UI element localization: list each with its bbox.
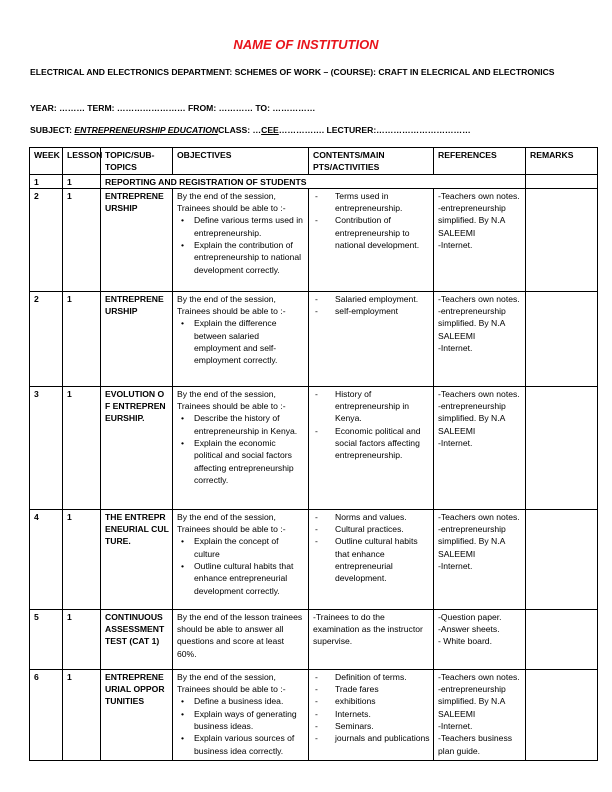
week-cell: 3 xyxy=(30,386,63,509)
references-cell xyxy=(434,609,526,669)
col-topic: TOPIC/SUB-TOPICS xyxy=(101,148,173,175)
week-cell: 4 xyxy=(30,509,63,609)
content-item: - Salaried employment. xyxy=(313,293,430,305)
subject-line xyxy=(30,123,590,137)
reporting-text: REPORTING AND REGISTRATION OF STUDENTS xyxy=(101,174,526,188)
table-row xyxy=(30,509,598,609)
meta-line: YEAR: ……… TERM: …………………… FROM: ………… TO: …………… xyxy=(30,103,316,113)
contents-cell xyxy=(309,669,434,760)
remarks-cell xyxy=(526,386,598,509)
remarks-cell xyxy=(526,174,598,188)
remarks-cell xyxy=(526,509,598,609)
class-value: CEE xyxy=(261,125,279,135)
content-item: - Seminars. xyxy=(313,720,430,732)
objective-item: • Explain the contribution of entrepreneurship to national development correctly. xyxy=(177,239,305,276)
contents-list xyxy=(313,511,430,585)
objectives-intro: By the end of the session, Trainees should be able to :- xyxy=(177,190,286,214)
scheme-table xyxy=(29,147,598,761)
contents-cell xyxy=(309,386,434,509)
objectives-cell xyxy=(173,386,309,509)
week-cell: 6 xyxy=(30,669,63,760)
objective-item: • Explain the economic political and social factors affecting entrepreneurship correctly. xyxy=(177,437,305,486)
reference-item: -entrepreneurship simplified. By N.A SALEEMI xyxy=(438,306,506,341)
table-row xyxy=(30,609,598,669)
topic-cell: EVOLUTION OF ENTREPRENEURSHIP. xyxy=(101,386,173,509)
contents-list xyxy=(313,671,430,745)
objectives-cell xyxy=(173,609,309,669)
objectives-intro: By the end of the session, Trainees should be able to :- xyxy=(177,511,286,535)
objective-item: • Explain the difference between salaried employment and self-employment correctly. xyxy=(177,317,305,366)
objective-item: • Define a business idea. xyxy=(177,695,305,707)
reference-item: -Question paper. xyxy=(438,611,502,622)
reference-item: - White board. xyxy=(438,636,492,647)
objectives-cell xyxy=(173,188,309,291)
objectives-intro: By the end of the session, Trainees should be able to :- xyxy=(177,671,286,695)
content-item: - Norms and values. xyxy=(313,511,430,523)
content-item: - Terms used in entrepreneurship. xyxy=(313,190,430,215)
reference-item: -entrepreneurship simplified. By N.A SALEEMI xyxy=(438,684,506,719)
objectives-intro: By the end of the session, Trainees should be able to :- xyxy=(177,293,286,317)
reference-item: -Teachers business plan guide. xyxy=(438,733,513,756)
contents-list xyxy=(313,190,430,251)
reference-item: -entrepreneurship simplified. By N.A SALEEMI xyxy=(438,401,506,436)
reference-item: -Internet. xyxy=(438,438,473,449)
objectives-cell xyxy=(173,291,309,386)
content-item: - Outline cultural habits that enhance entrepreneurial development. xyxy=(313,535,430,584)
remarks-cell xyxy=(526,291,598,386)
topic-cell: ENTREPRENEURSHIP xyxy=(101,188,173,291)
reference-item: -Answer sheets. xyxy=(438,624,500,635)
content-item: - journals and publications xyxy=(313,732,430,744)
table-row xyxy=(30,386,598,509)
content-item: - Cultural practices. xyxy=(313,523,430,535)
lesson-cell: 1 xyxy=(63,386,101,509)
content-item: - exhibitions xyxy=(313,695,430,707)
references-cell xyxy=(434,386,526,509)
table-row xyxy=(30,291,598,386)
lecturer-label: ……………. LECTURER:…………………………… xyxy=(278,125,471,135)
objectives-cell xyxy=(173,509,309,609)
references-cell xyxy=(434,669,526,760)
references-cell xyxy=(434,291,526,386)
objectives-list xyxy=(177,214,305,275)
reference-item: -Internet. xyxy=(438,240,473,251)
lesson-cell: 1 xyxy=(63,188,101,291)
col-remarks: REMARKS xyxy=(526,148,598,175)
content-item: - self-employment xyxy=(313,305,430,317)
objectives-list xyxy=(177,695,305,756)
table-row xyxy=(30,188,598,291)
class-label: CLASS: … xyxy=(218,125,262,135)
content-item: - Trade fares xyxy=(313,683,430,695)
objective-item: • Explain the concept of culture xyxy=(177,535,305,560)
objectives-list xyxy=(177,412,305,486)
col-objectives: OBJECTIVES xyxy=(173,148,309,175)
table-row xyxy=(30,669,598,760)
lesson-cell: 1 xyxy=(63,291,101,386)
col-contents: CONTENTS/MAIN PTS/ACTIVITIES xyxy=(309,148,434,175)
topic-cell: CONTINUOUS ASSESSMENT TEST (CAT 1) xyxy=(101,609,173,669)
contents-list xyxy=(313,293,430,318)
col-week: WEEK xyxy=(30,148,63,175)
reference-item: -Teachers own notes. xyxy=(438,671,520,682)
objectives-intro: By the end of the session, Trainees should be able to :- xyxy=(177,388,286,412)
week-cell: 2 xyxy=(30,291,63,386)
content-item: - Economic political and social factors affecting entrepreneurship. xyxy=(313,425,430,462)
lesson-cell: 1 xyxy=(63,174,101,188)
content-item: - Definition of terms. xyxy=(313,671,430,683)
table-header-row xyxy=(30,148,598,175)
objectives-list xyxy=(177,535,305,596)
reference-item: -Teachers own notes. xyxy=(438,293,520,304)
week-cell: 5 xyxy=(30,609,63,669)
content-item: - Internets. xyxy=(313,708,430,720)
col-references: REFERENCES xyxy=(434,148,526,175)
remarks-cell xyxy=(526,188,598,291)
references-cell xyxy=(434,188,526,291)
lesson-cell: 1 xyxy=(63,609,101,669)
remarks-cell xyxy=(526,669,598,760)
reference-item: -Internet. xyxy=(438,561,473,572)
contents-list xyxy=(313,388,430,462)
reference-item: -Teachers own notes. xyxy=(438,388,520,399)
subject-value: ENTREPRENEURSHIP EDUCATION xyxy=(74,125,219,135)
institution-title: NAME OF INSTITUTION xyxy=(233,37,379,52)
objective-item: • Describe the history of entrepreneurship in Kenya. xyxy=(177,412,305,437)
remarks-cell xyxy=(526,609,598,669)
objectives-list xyxy=(177,317,305,366)
week-cell: 2 xyxy=(30,188,63,291)
reference-item: -entrepreneurship simplified. By N.A SALEEMI xyxy=(438,203,506,238)
week-cell: 1 xyxy=(30,174,63,188)
col-lesson: LESSON xyxy=(63,148,101,175)
objective-item: • Define various terms used in entrepreneurship. xyxy=(177,214,305,239)
reference-item: -Internet. xyxy=(438,721,473,732)
contents-cell xyxy=(309,509,434,609)
objective-item: • Explain various sources of business idea correctly. xyxy=(177,732,305,757)
lesson-cell: 1 xyxy=(63,669,101,760)
reporting-row xyxy=(30,174,598,188)
objective-item: • Outline cultural habits that enhance entrepreneurial development correctly. xyxy=(177,560,305,597)
contents-cell xyxy=(309,188,434,291)
content-item: - Contribution of entrepreneurship to national development. xyxy=(313,214,430,251)
topic-cell: ENTREPRENEURSHIP xyxy=(101,291,173,386)
content-item: - History of entrepreneurship in Kenya. xyxy=(313,388,430,425)
references-cell xyxy=(434,509,526,609)
topic-cell: THE ENTREPRENEURIAL CULTURE. xyxy=(101,509,173,609)
contents-cell xyxy=(309,291,434,386)
objectives-cell xyxy=(173,669,309,760)
reference-item: -Internet. xyxy=(438,343,473,354)
department-line: ELECTRICAL AND ELECTRONICS DEPARTMENT: SCHEMES OF WORK – (COURSE): CRAFT IN ELECRICAL AND ELECTRONICS xyxy=(30,67,555,77)
contents-text: -Trainees to do the examination as the instructor supervise. xyxy=(313,611,423,647)
lesson-cell: 1 xyxy=(63,509,101,609)
topic-cell: ENTREPRENEURIAL OPPORTUNITIES xyxy=(101,669,173,760)
reference-item: -Teachers own notes. xyxy=(438,190,520,201)
reference-item: -Teachers own notes. xyxy=(438,511,520,522)
objectives-intro: By the end of the lesson trainees should be able to answer all questions and score at least 60%. xyxy=(177,611,303,659)
objective-item: • Explain ways of generating business ideas. xyxy=(177,708,305,733)
contents-cell xyxy=(309,609,434,669)
reference-item: -entrepreneurship simplified. By N.A SALEEMI xyxy=(438,524,506,559)
subject-label: SUBJECT: xyxy=(30,125,75,135)
